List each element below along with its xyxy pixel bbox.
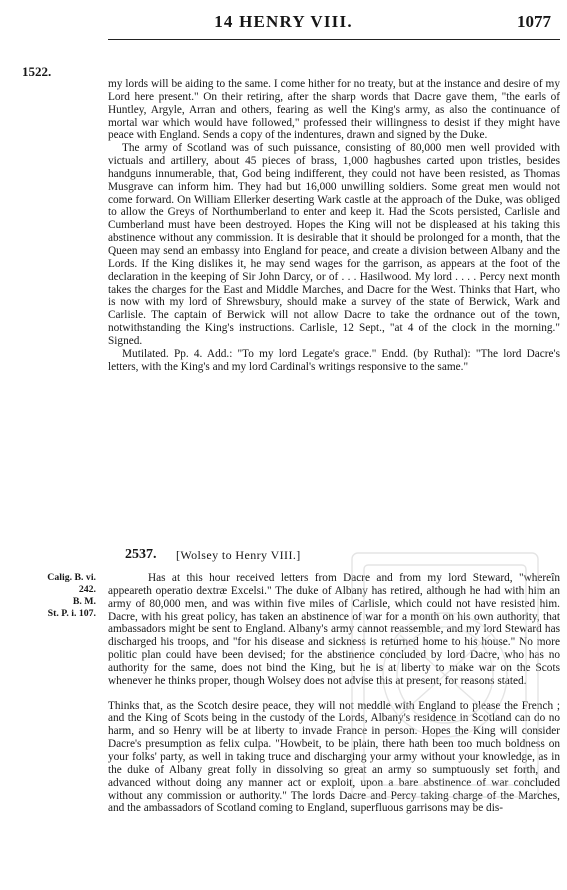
paragraph: The army of Scotland was of such puissance, consisting of 80,000 men well provided with victuals and artillery, about 45 pieces of brass, 1,000 hagbushes carted upon tristles, besides handguns innumerable, that, God being indifferent, they could not have been resisted, as Thomas Musgrave can inform him. They had but 16,000 unwilling soldiers. Some great men would not come forward. On William Ellerker deserting Wark castle at the approach of the Duke, was obliged to allow the Greys of Northumberland to enter and keep it. Had the Scots persisted, Carlisle and Cumberland must have been destroyed. Hopes the King will not be displeased at his taking this abstinence without any commission. It is desirable that it should be prolonged for a month, that the Queen may send an embassy into England for peace, and create a division between Albany and the Lords. If the King dislikes it, he may send wages for the garrison, as appears at the foot of the declaration in the keeping of Sir John Darcy, or of . . . Hasilwood. My lord . . . . Percy next month takes the charges for the East and Middle Marches, and Dacre for the West. Thinks that Hart, who is now with my lord of Shrewsbury, should make a survey of the state of Berwick, Wark and Carlisle. The captain of Berwick will not allow Dacre to take the ordnance out of the town, notwithstanding the King's instructions. Carlisle, 12 Sept., "at 4 of the clock in the morning." Signed. — [108, 142, 560, 347]
paragraph: my lords will be aiding to the same. I come hither for no treaty, but at the instance and desire of my Lord here present." On their retiring, after the sharp words that Dacre gave them, "the earls of Huntley, Argyle, Arran and others, fearing as well the King's army, as also the continuance of mortal war which would have followed," professed their willingness to desist if they might have peace with England. Sends a copy of the indentures, drawn and signed by the Duke. — [108, 78, 560, 142]
page-number: 1077 — [517, 12, 551, 31]
margin-references — [24, 572, 96, 620]
margin-ref: B. M. — [72, 596, 96, 607]
header-rule — [108, 39, 560, 40]
year-marginal: 1522. — [22, 64, 52, 79]
paragraph: Has at this hour received letters from Dacre and from my lord Steward, "whereîn appeareth operatio dextræ Excelsi." The duke of Albany has retired, although he had with him an army of 80,000 men, and was within five miles of Carlisle, which could not have resisted him. Dacre, with his great policy, has taken an abstinence of war for a month on his own authority, that ambassadors might be sent to England. Albany's army cannot reassemble, and my lord Steward has discharged his troops, and "for his disease and sickness is returned home to his house." No more politic plan could have been devised; for the abstinence concluded by lord Dacre, who has no authority for the same, does not bind the King, but he is at liberty to make war on the Scots whenever he thinks proper, though Wolsey does not advise this at present, for reasons stated. — [108, 572, 560, 687]
entry-number: 2537. — [125, 547, 157, 562]
margin-ref: 242. — [78, 584, 96, 595]
margin-ref: Calig. B. vi. — [47, 572, 96, 583]
paragraph: Thinks that, as the Scotch desire peace, they will not meddle with England to please the French ; and the King of Scots being in the custody of the Lords, Albany's residence in Scotland can do no harm, and so Henry will be at liberty to invade France in person. Hopes the King will consider Dacre's presumption as felix culpa. "Howbeit, to be plain, there hath been too much boldness on your folks' party, as well in taking truce and discharging your army without your knowledge, as in the duke of Albany great folly in dissolving so great an army so sumptuously set forth, and advanced without doing any manner act or exploit, upon a bare abstinence of war concluded without any commission or authority." The lords Dacre and Percy taking charge of the Marches, and the ambassadors of Scotland coming to England, superfluous garrisons may be dis- — [108, 699, 560, 815]
entry-title: [Wolsey to Henry VIII.] — [176, 548, 301, 562]
margin-ref: St. P. i. 107. — [47, 608, 96, 619]
body-text-bottom — [108, 572, 560, 815]
running-header — [0, 12, 567, 34]
page-title: 14 HENRY VIII. — [214, 12, 353, 31]
entry-heading — [20, 547, 560, 567]
body-text-top — [108, 78, 560, 373]
paragraph: Mutilated. Pp. 4. Add.: "To my lord Legate's grace." Endd. (by Ruthal): "The lord Dacre's letters, with the King's and my lord Cardinal's writings responsive to the same." — [108, 347, 560, 373]
